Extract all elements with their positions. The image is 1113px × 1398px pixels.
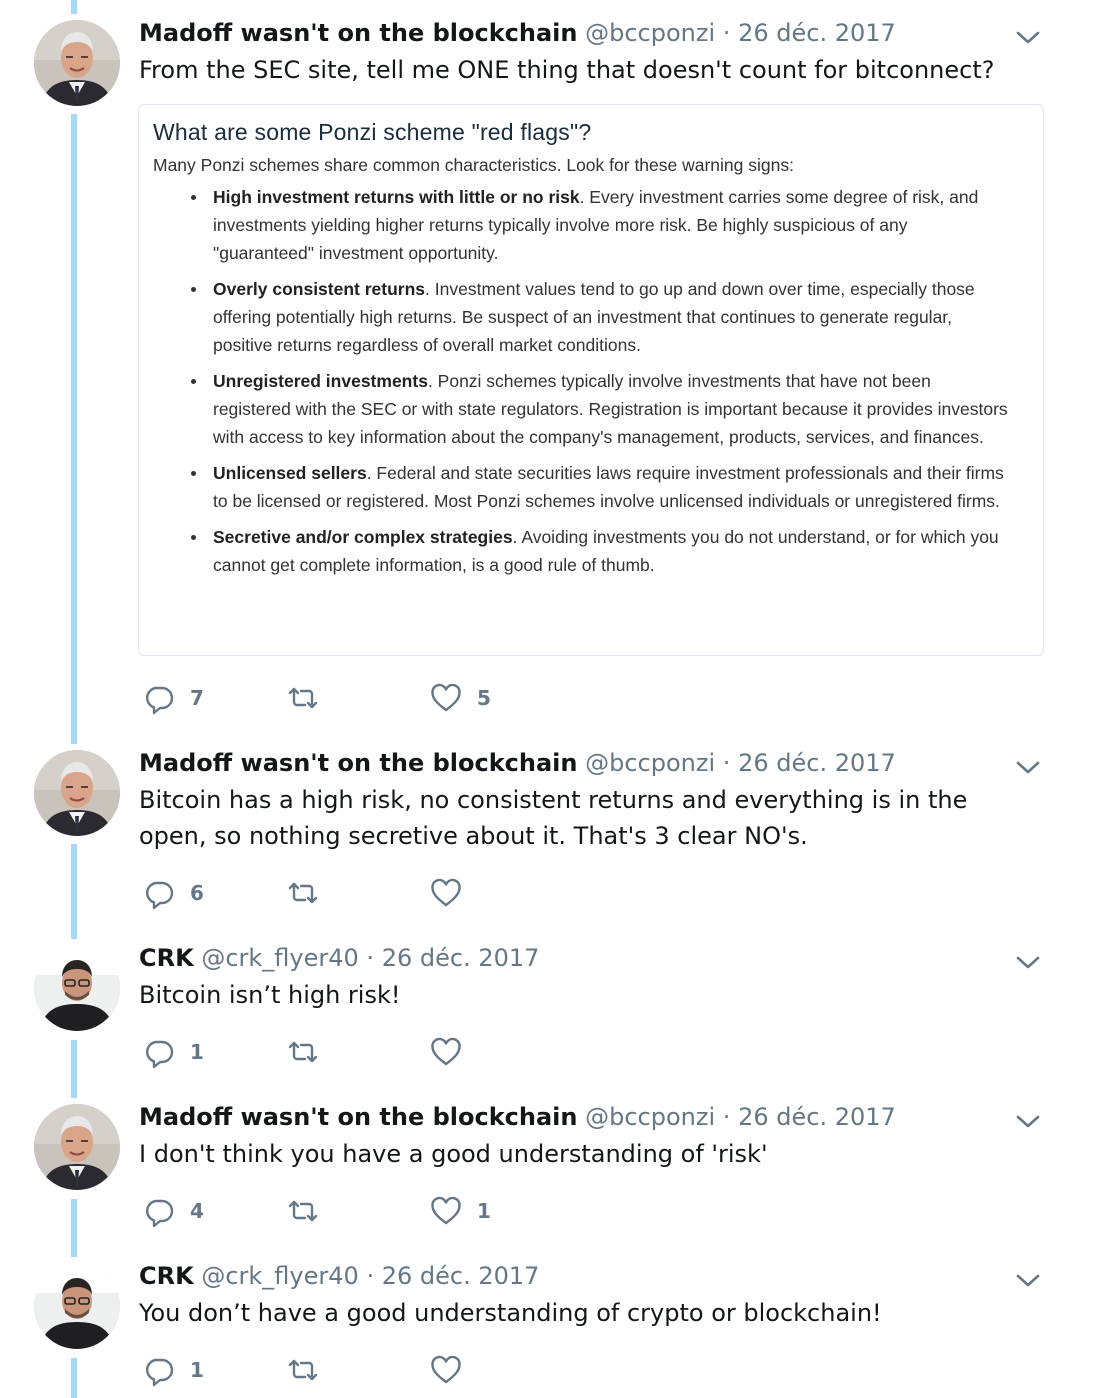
reply-count: 7 — [190, 686, 204, 710]
retweet-button[interactable] — [286, 1353, 320, 1387]
tweet-actions — [139, 876, 559, 910]
tweet-date[interactable]: 26 déc. 2017 — [381, 944, 540, 972]
tweet-date[interactable]: 26 déc. 2017 — [738, 1103, 896, 1131]
avatar[interactable] — [34, 1104, 120, 1190]
chevron-down-icon[interactable] — [1014, 757, 1042, 777]
like-button[interactable] — [429, 681, 491, 715]
reply-icon — [142, 1194, 176, 1228]
tweet-actions — [139, 1353, 559, 1387]
item-text: . Ponzi schemes typically involve investments that have not been registered with the SEC or with state regulators. Registration is important because it provides investors with access to key information about the company's management, products, services, and finances. — [213, 371, 1008, 447]
thread-line — [71, 114, 77, 744]
reply-count: 6 — [190, 881, 204, 905]
card-intro: Many Ponzi schemes share common characteristics. Look for these warning signs: — [153, 155, 794, 175]
like-button[interactable] — [429, 876, 477, 910]
reply-button[interactable] — [142, 1035, 204, 1069]
author-name[interactable]: Madoff wasn't on the blockchain — [139, 1103, 578, 1131]
retweet-icon — [286, 1194, 320, 1228]
author-handle[interactable]: @bccponzi — [585, 19, 716, 47]
list-item — [213, 183, 1013, 267]
separator: · — [366, 944, 375, 972]
item-heading: High investment returns with little or no risk — [213, 187, 580, 207]
heart-icon — [429, 876, 463, 910]
item-text: . Federal and state securities laws require investment professionals and their firms to be licensed or registered. Most Ponzi schemes involve unlicensed individuals or unregistered firms. — [213, 463, 1004, 511]
chevron-down-icon[interactable] — [1014, 1270, 1042, 1290]
reply-button[interactable] — [142, 1194, 204, 1228]
reply-icon — [142, 681, 176, 715]
separator: · — [722, 749, 731, 777]
tweet-header — [139, 942, 539, 974]
tweet-header — [139, 1101, 896, 1133]
tweet-text: From the SEC site, tell me ONE thing that doesn't count for bitconnect? — [139, 56, 995, 84]
red-flags-list — [151, 183, 1013, 587]
like-count: 5 — [477, 686, 491, 710]
author-name[interactable]: Madoff wasn't on the blockchain — [139, 19, 578, 47]
reply-button[interactable] — [142, 681, 204, 715]
item-heading: Overly consistent returns — [213, 279, 426, 299]
heart-icon — [429, 681, 463, 715]
chevron-down-icon[interactable] — [1014, 1111, 1042, 1131]
avatar[interactable] — [34, 750, 120, 836]
separator: · — [366, 1262, 375, 1290]
tweet-date[interactable]: 26 déc. 2017 — [738, 19, 896, 47]
item-text: . Investment values tend to go up and down over time, especially those offering potentially high returns. Be suspect of an investment that continues to generate regular, positive returns regardless of overall market conditions. — [213, 279, 975, 355]
avatar[interactable] — [34, 1263, 120, 1349]
heart-icon — [429, 1194, 463, 1228]
retweet-button[interactable] — [286, 876, 320, 910]
thread-line — [71, 844, 77, 939]
tweet-text: You don’t have a good understanding of crypto or blockchain! — [139, 1299, 882, 1327]
reply-icon — [142, 876, 176, 910]
author-handle[interactable]: @crk_flyer40 — [201, 1262, 359, 1290]
heart-icon — [429, 1353, 463, 1387]
tweet-header — [139, 747, 896, 779]
tweet-text: Bitcoin has a high risk, no consistent returns and everything is in the open, so nothing secretive about it. That's 3 clear NO's. — [139, 786, 968, 850]
tweet-actions — [139, 681, 559, 715]
retweet-button[interactable] — [286, 1194, 320, 1228]
avatar[interactable] — [34, 20, 120, 106]
thread-line — [71, 0, 77, 14]
chevron-down-icon[interactable] — [1014, 27, 1042, 47]
like-button[interactable] — [429, 1194, 491, 1228]
item-heading: Unregistered investments — [213, 371, 428, 391]
tweet-text: Bitcoin isn’t high risk! — [139, 981, 401, 1009]
thread-line — [71, 1199, 77, 1257]
separator: · — [722, 1103, 731, 1131]
like-button[interactable] — [429, 1035, 477, 1069]
retweet-icon — [286, 681, 320, 715]
author-handle[interactable]: @crk_flyer40 — [201, 944, 359, 972]
item-heading: Unlicensed sellers — [213, 463, 367, 483]
thread-line — [71, 1040, 77, 1098]
sec-screenshot-card[interactable] — [138, 104, 1044, 656]
reply-button[interactable] — [142, 876, 204, 910]
reply-icon — [142, 1353, 176, 1387]
tweet-text: I don't think you have a good understanding of 'risk' — [139, 1140, 768, 1168]
tweet-actions — [139, 1035, 559, 1069]
card-title: What are some Ponzi scheme "red flags"? — [153, 119, 592, 145]
separator: · — [722, 19, 731, 47]
item-text: . Avoiding investments you do not understand, or for which you cannot get complete information, is a good rule of thumb. — [213, 527, 999, 575]
thread-line — [71, 1358, 77, 1398]
author-handle[interactable]: @bccponzi — [585, 749, 716, 777]
reply-count: 4 — [190, 1199, 204, 1223]
author-name[interactable]: Madoff wasn't on the blockchain — [139, 749, 578, 777]
tweet-date[interactable]: 26 déc. 2017 — [738, 749, 896, 777]
retweet-button[interactable] — [286, 681, 320, 715]
reply-count: 1 — [190, 1358, 204, 1382]
reply-icon — [142, 1035, 176, 1069]
list-item — [213, 367, 1013, 451]
heart-icon — [429, 1035, 463, 1069]
list-item — [213, 275, 1013, 359]
author-handle[interactable]: @bccponzi — [585, 1103, 716, 1131]
tweet-header — [139, 1260, 539, 1292]
like-count: 1 — [477, 1199, 491, 1223]
author-name[interactable]: CRK — [139, 944, 194, 972]
like-button[interactable] — [429, 1353, 477, 1387]
list-item — [213, 459, 1013, 515]
retweet-icon — [286, 1035, 320, 1069]
chevron-down-icon[interactable] — [1014, 952, 1042, 972]
retweet-icon — [286, 876, 320, 910]
retweet-button[interactable] — [286, 1035, 320, 1069]
author-name[interactable]: CRK — [139, 1262, 194, 1290]
tweet-actions — [139, 1194, 559, 1228]
item-text: . Every investment carries some degree of risk, and investments yielding higher returns typically involve more risk. Be highly suspicious of any "guaranteed" investment opportunity. — [213, 187, 979, 263]
list-item — [213, 523, 1013, 579]
tweet-header — [139, 17, 896, 49]
avatar[interactable] — [34, 945, 120, 1031]
reply-button[interactable] — [142, 1353, 204, 1387]
retweet-icon — [286, 1353, 320, 1387]
reply-count: 1 — [190, 1040, 204, 1064]
tweet-date[interactable]: 26 déc. 2017 — [381, 1262, 540, 1290]
item-heading: Secretive and/or complex strategies — [213, 527, 513, 547]
